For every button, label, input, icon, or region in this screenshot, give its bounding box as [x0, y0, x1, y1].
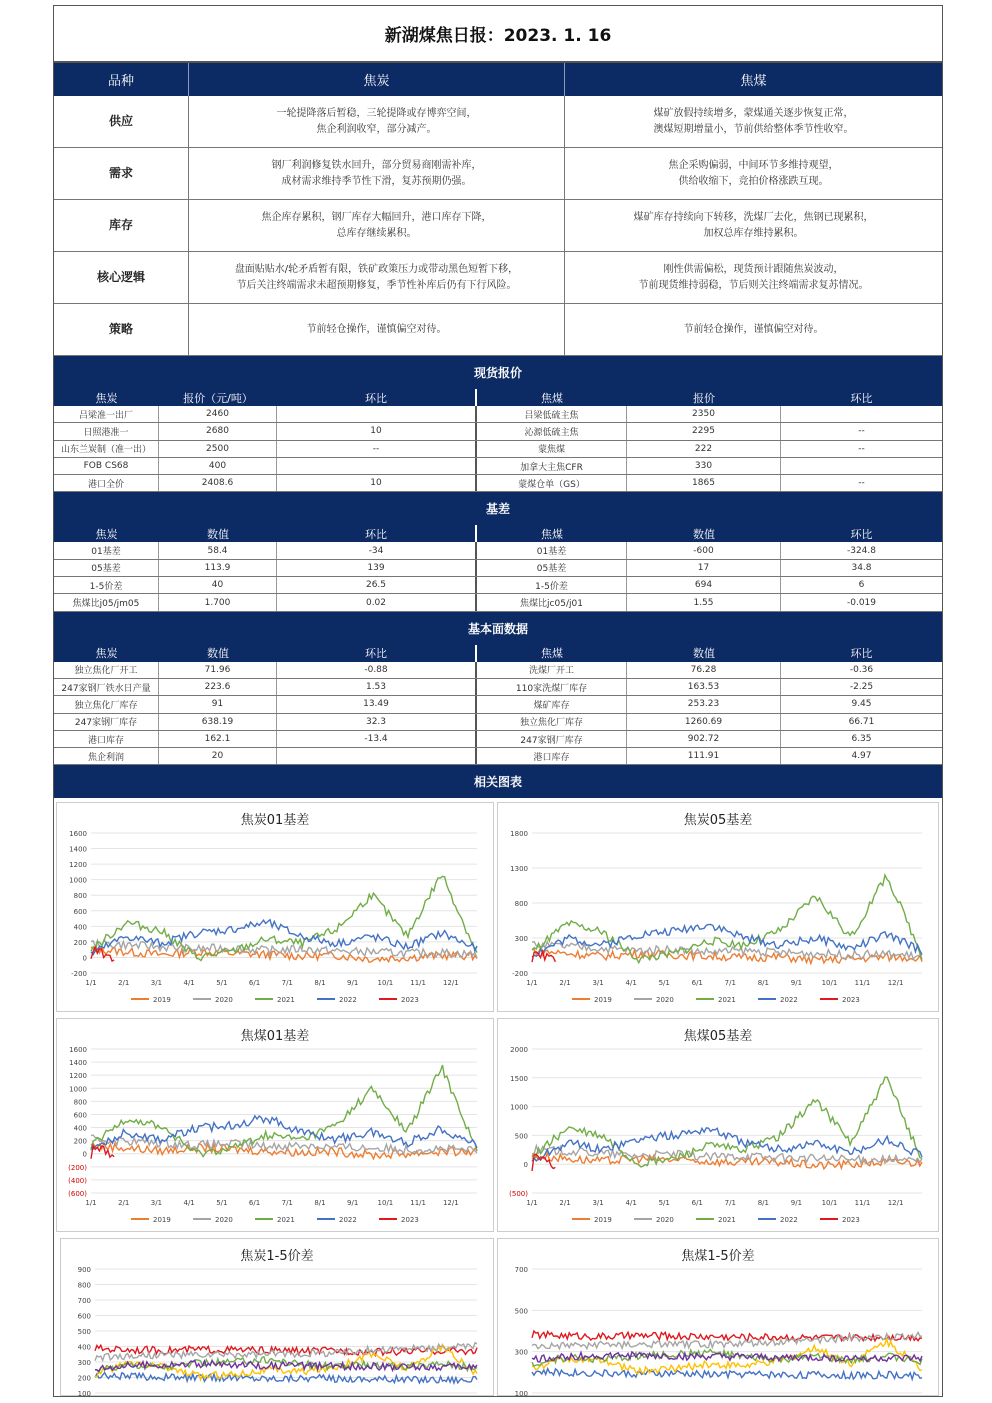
x-tick-label: 6/1: [691, 1199, 703, 1208]
table-cell: 26.5: [277, 577, 477, 593]
charts-area: [54, 798, 942, 1396]
y-tick-label: -200: [512, 970, 528, 979]
legend-label: 2020: [215, 996, 233, 1005]
table-cell: 05基差: [477, 560, 627, 576]
legend-label: 2022: [339, 996, 357, 1005]
table-cell: --: [858, 478, 865, 489]
table-cell: 加拿大主焦CFR: [477, 458, 627, 474]
table-cell: 2408.6: [159, 475, 277, 491]
x-tick-label: 8/1: [757, 1199, 769, 1208]
table-row: [54, 458, 942, 475]
table-row: [54, 748, 942, 765]
table-row: [54, 423, 942, 440]
y-tick-label: 800: [73, 892, 87, 901]
legend-label: 2023: [842, 1216, 860, 1225]
x-tick-label: 12/1: [887, 1199, 904, 1208]
x-tick-label: 5/1: [216, 1199, 228, 1208]
column-header: 环比: [850, 527, 873, 541]
table-cell: [277, 406, 477, 422]
legend-label: 2021: [718, 996, 736, 1005]
x-tick-label: 7/1: [724, 1199, 736, 1208]
table-cell: 2500: [159, 441, 277, 457]
basis-table: [54, 525, 942, 611]
table-cell: 独立焦化厂库存: [477, 714, 627, 730]
coke-text: 盘面贴贴水/轮矛盾暂有限，铁矿政策压力或带动黑色短暂下移， 节后关注终端需求未超预期修复，季节性补库后仍有下行风险。: [189, 252, 565, 303]
y-tick-label: 2000: [510, 1046, 528, 1055]
x-tick-label: 3/1: [150, 979, 163, 988]
table-cell: 2295: [627, 423, 781, 439]
y-tick-label: 0: [82, 1151, 87, 1160]
y-tick-label: 1200: [69, 1072, 87, 1081]
table-cell: 110家洗煤厂库存: [477, 679, 627, 695]
y-tick-label: 700: [77, 1297, 91, 1306]
x-tick-label: 6/1: [248, 1199, 261, 1208]
table-row: [54, 441, 942, 458]
summary-row: [54, 200, 942, 252]
table-row: [54, 475, 942, 492]
y-tick-label: 300: [514, 1349, 528, 1358]
chart-title: 焦煤1-5价差: [681, 1249, 755, 1265]
y-tick-label: 1300: [510, 865, 528, 874]
row-label: 供应: [54, 96, 189, 147]
table-cell: 163.53: [627, 679, 781, 695]
y-tick-label: 300: [514, 935, 528, 944]
y-tick-label: (200): [68, 1164, 87, 1173]
x-tick-label: 4/1: [625, 979, 637, 988]
x-tick-label: 2/1: [559, 979, 571, 988]
table-cell: --: [858, 426, 865, 437]
y-tick-label: 500: [77, 1328, 91, 1337]
x-tick-label: 2/1: [118, 1199, 130, 1208]
table-cell: 71.96: [159, 662, 277, 678]
summary-table: [54, 96, 942, 356]
table-row: [54, 696, 942, 713]
table-cell: 2680: [159, 423, 277, 439]
coal-text: 节前轻仓操作，谨慎偏空对待。: [683, 323, 824, 335]
table-cell: [277, 748, 477, 764]
fundamental-table: [54, 645, 942, 766]
column-header: 环比: [277, 645, 477, 662]
table-cell: 01基差: [477, 542, 627, 558]
table-cell: 1.53: [277, 679, 477, 695]
series-line: [95, 1343, 477, 1361]
table-cell: 1.55: [627, 594, 781, 610]
x-tick-label: 1/1: [526, 1199, 538, 1208]
table-cell: -0.88: [277, 662, 477, 678]
y-tick-label: 900: [77, 1266, 91, 1275]
table-cell: 焦企利润: [54, 748, 159, 764]
chart-svg: [498, 1019, 940, 1233]
section-charts: 相关图表: [54, 765, 942, 798]
column-header: 数值: [207, 527, 229, 541]
table-cell: --: [277, 441, 477, 457]
table-cell: -600: [627, 542, 781, 558]
y-tick-label: 800: [514, 900, 528, 909]
table-cell: 330: [627, 458, 781, 474]
y-tick-label: 600: [73, 908, 87, 917]
table-cell: 山东兰炭制（准一出）: [54, 441, 159, 457]
table-cell: -34: [277, 542, 477, 558]
y-tick-label: (500): [509, 1190, 528, 1199]
table-cell: 113.9: [159, 560, 277, 576]
table-cell: 港口库存: [477, 748, 627, 764]
table-cell: 902.72: [627, 731, 781, 747]
table-cell: 76.28: [627, 662, 781, 678]
x-tick-label: 9/1: [790, 1199, 803, 1208]
x-tick-label: 4/1: [625, 1199, 637, 1208]
table-cell: 638.19: [159, 714, 277, 730]
report: [53, 5, 943, 1397]
spot-table: [54, 389, 942, 492]
row-label: 核心逻辑: [54, 252, 189, 303]
y-tick-label: 300: [77, 1359, 91, 1368]
table-cell: 港口库存: [54, 731, 159, 747]
chart-title: 焦炭1-5价差: [240, 1249, 314, 1265]
chart-5: [60, 1238, 494, 1396]
table-cell: 40: [159, 577, 277, 593]
table-head: [54, 645, 942, 662]
table-cell: 01基差: [54, 542, 159, 558]
table-cell: 吕梁准一出厂: [54, 406, 159, 422]
legend-label: 2022: [780, 1216, 798, 1225]
y-tick-label: 200: [73, 939, 87, 948]
summary-row: [54, 252, 942, 304]
y-tick-label: 800: [77, 1281, 91, 1290]
legend-label: 2019: [594, 1216, 612, 1225]
row-label: 库存: [54, 200, 189, 251]
chart-title: 焦煤01基差: [240, 1029, 310, 1045]
table-cell: 1865: [627, 475, 781, 491]
table-cell: -2.25: [849, 682, 874, 693]
x-tick-label: 10/1: [377, 979, 394, 988]
legend-label: 2023: [842, 996, 860, 1005]
table-cell: 34.8: [851, 562, 872, 573]
table-row: [54, 662, 942, 679]
x-tick-label: 2/1: [118, 979, 130, 988]
column-header: 环比: [850, 647, 873, 661]
x-tick-label: 3/1: [150, 1199, 163, 1208]
x-tick-label: 2/1: [559, 1199, 571, 1208]
header-coal: 焦煤: [740, 74, 767, 89]
y-tick-label: 1600: [69, 1046, 87, 1055]
chart-svg: [498, 803, 940, 1013]
table-cell: [277, 458, 477, 474]
table-cell: 日照港准一: [54, 423, 159, 439]
table-cell: 17: [627, 560, 781, 576]
table-cell: [781, 458, 942, 474]
table-cell: 10: [277, 475, 477, 491]
coke-text: 焦企库存累积，钢厂库存大幅回升，港口库存下降， 总库存继续累积。: [189, 200, 565, 251]
table-cell: 247家钢厂库存: [477, 731, 627, 747]
column-header: 数值: [693, 527, 715, 541]
table-cell: 焦煤比jc05/j01: [477, 594, 627, 610]
table-cell: 10: [277, 423, 477, 439]
y-tick-label: (600): [68, 1190, 87, 1199]
table-cell: 139: [277, 560, 477, 576]
table-row: [54, 542, 942, 559]
y-tick-label: 400: [73, 1124, 87, 1133]
legend-label: 2021: [718, 1216, 736, 1225]
row-label: 策略: [54, 304, 189, 355]
chart-2: [497, 802, 939, 1012]
y-tick-label: 1500: [510, 1075, 528, 1084]
legend-label: 2021: [277, 996, 295, 1005]
table-cell: FOB CS68: [54, 458, 159, 474]
y-tick-label: 700: [514, 1266, 528, 1275]
series-line: [532, 925, 922, 958]
x-tick-label: 8/1: [314, 979, 326, 988]
x-tick-label: 1/1: [85, 979, 97, 988]
legend-label: 2022: [780, 996, 798, 1005]
table-row: [54, 560, 942, 577]
table-cell: 253.23: [627, 696, 781, 712]
coal-text: 煤矿放假持续增多，蒙煤通关逐步恢复正常， 澳煤短期增量小，节前供给整体季节性收窄。: [653, 108, 854, 135]
x-tick-label: 11/1: [854, 1199, 871, 1208]
table-cell: 162.1: [159, 731, 277, 747]
coke-text: 一轮提降落后暂稳，三轮提降或存博弈空间， 焦企利润收窄，部分减产。: [189, 96, 565, 147]
x-tick-label: 8/1: [314, 1199, 326, 1208]
x-tick-label: 1/1: [526, 979, 538, 988]
table-cell: 2350: [627, 406, 781, 422]
column-header: 报价（元/吨）: [183, 391, 253, 405]
x-tick-label: 7/1: [281, 1199, 293, 1208]
table-cell: 91: [159, 696, 277, 712]
column-header: 焦煤: [541, 527, 563, 541]
legend-label: 2020: [215, 1216, 233, 1225]
table-cell: 400: [159, 458, 277, 474]
x-tick-label: 12/1: [887, 979, 904, 988]
column-header: 焦煤: [541, 391, 563, 405]
chart-svg: [57, 1019, 495, 1233]
x-tick-label: 7/1: [724, 979, 736, 988]
row-label: 需求: [54, 148, 189, 199]
y-tick-label: 0: [82, 954, 87, 963]
table-cell: 洗煤厂开工: [477, 662, 627, 678]
y-tick-label: 800: [73, 1098, 87, 1107]
summary-header: [54, 63, 942, 96]
table-row: [54, 731, 942, 748]
coke-text: 钢厂利润修复铁水回升，部分贸易商刚需补库， 成材需求维持季节性下滑，复苏预期仍强。: [189, 148, 565, 199]
y-tick-label: 500: [514, 1307, 528, 1316]
y-tick-label: 1000: [69, 877, 87, 886]
y-tick-label: 1800: [510, 830, 528, 839]
x-tick-label: 10/1: [821, 979, 838, 988]
y-tick-label: 1000: [510, 1104, 528, 1113]
table-cell: 独立焦化厂库存: [54, 696, 159, 712]
y-tick-label: 100: [77, 1390, 91, 1398]
y-tick-label: 600: [77, 1312, 91, 1321]
table-cell: 247家钢厂铁水日产量: [54, 679, 159, 695]
column-header: 数值: [207, 647, 229, 661]
table-cell: 蒙焦煤: [477, 441, 627, 457]
legend-label: 2020: [656, 996, 674, 1005]
legend-label: 2023: [401, 996, 419, 1005]
header-coke: 焦炭: [189, 63, 565, 96]
table-head: [54, 525, 942, 542]
y-tick-label: 1000: [69, 1085, 87, 1094]
chart-4: [497, 1018, 939, 1232]
table-cell: 58.4: [159, 542, 277, 558]
table-cell: 沁源低硫主焦: [477, 423, 627, 439]
section-fundamental: 基本面数据: [54, 612, 942, 645]
x-tick-label: 11/1: [410, 1199, 426, 1208]
table-row: [54, 406, 942, 423]
section-basis: 基差: [54, 492, 942, 525]
y-tick-label: 500: [514, 1132, 528, 1141]
table-cell: 1260.69: [627, 714, 781, 730]
table-cell: 05基差: [54, 560, 159, 576]
summary-row: [54, 148, 942, 200]
series-line: [532, 1078, 922, 1168]
x-tick-label: 10/1: [377, 1199, 394, 1208]
legend-label: 2019: [153, 1216, 171, 1225]
coal-text: 焦企采购偏弱，中间环节多维持观望， 供给收缩下，竞拍价格涨跌互现。: [668, 160, 839, 187]
x-tick-label: 12/1: [442, 979, 459, 988]
table-cell: 6: [858, 580, 865, 591]
table-cell: 6.35: [851, 734, 872, 744]
table-head: [54, 389, 942, 406]
x-tick-label: 4/1: [183, 1199, 195, 1208]
table-cell: 247家钢厂库存: [54, 714, 159, 730]
table-cell: --: [858, 443, 865, 454]
summary-row: [54, 96, 942, 148]
y-tick-label: 1400: [69, 846, 87, 855]
x-tick-label: 12/1: [442, 1199, 459, 1208]
table-cell: 20: [159, 748, 277, 764]
table-cell: 32.3: [277, 714, 477, 730]
table-cell: 焦煤比j05/jm05: [54, 594, 159, 610]
legend-label: 2023: [401, 1216, 419, 1225]
chart-title: 焦煤05基差: [683, 1029, 753, 1045]
series-line: [532, 1331, 922, 1341]
x-tick-label: 6/1: [691, 979, 703, 988]
coke-text: 节前轻仓操作，谨慎偏空对待。: [189, 304, 565, 355]
y-tick-label: 1600: [69, 830, 87, 839]
chart-title: 焦炭01基差: [240, 813, 310, 829]
x-tick-label: 10/1: [821, 1199, 838, 1208]
table-cell: 1.700: [159, 594, 277, 610]
table-cell: [781, 406, 942, 422]
chart-1: [56, 802, 494, 1012]
table-cell: 223.6: [159, 679, 277, 695]
x-tick-label: 7/1: [281, 979, 293, 988]
coal-text: 煤矿库存持续向下转移，洗煤厂去化，焦钢已现累积， 加权总库存维持累积。: [633, 212, 874, 239]
table-cell: 9.45: [851, 699, 872, 710]
table-cell: 4.97: [851, 751, 872, 762]
y-tick-label: 100: [514, 1390, 528, 1398]
x-tick-label: 4/1: [183, 979, 195, 988]
column-header: 环比: [277, 389, 477, 406]
x-tick-label: 5/1: [658, 979, 670, 988]
chart-svg: [61, 1239, 495, 1397]
table-cell: -324.8: [846, 545, 876, 556]
x-tick-label: 5/1: [658, 1199, 670, 1208]
x-tick-label: 8/1: [757, 979, 769, 988]
y-tick-label: 600: [73, 1111, 87, 1120]
table-cell: 0.02: [277, 594, 477, 610]
table-cell: 694: [627, 577, 781, 593]
series-line: [532, 1369, 922, 1380]
legend-label: 2021: [277, 1216, 295, 1225]
x-tick-label: 3/1: [592, 979, 604, 988]
page-title: 新湖煤焦日报：2023. 1. 16: [54, 6, 942, 63]
x-tick-label: 9/1: [347, 1199, 359, 1208]
x-tick-label: 6/1: [248, 979, 261, 988]
table-cell: 独立焦化厂开工: [54, 662, 159, 678]
column-header: 焦煤: [541, 647, 563, 661]
x-tick-label: 9/1: [790, 979, 803, 988]
series-line: [91, 877, 477, 961]
y-tick-label: (400): [68, 1177, 87, 1186]
table-cell: 13.49: [277, 696, 477, 712]
chart-svg: [57, 803, 495, 1013]
x-tick-label: 5/1: [216, 979, 228, 988]
summary-row: [54, 304, 942, 356]
column-header: 数值: [693, 647, 715, 661]
coal-text: 刚性供需偏松，现货预计跟随焦炭波动， 节前现货维持弱稳，节后则关注终端需求复苏情况。: [638, 264, 869, 291]
header-variety: 品种: [54, 63, 189, 96]
column-header: 焦炭: [95, 527, 118, 541]
table-cell: 222: [627, 441, 781, 457]
y-tick-label: 200: [77, 1374, 91, 1383]
table-cell: -0.019: [846, 597, 876, 608]
table-cell: 111.91: [627, 748, 781, 764]
y-tick-label: 1200: [69, 861, 87, 870]
y-tick-label: -200: [71, 970, 87, 979]
table-cell: -0.36: [849, 664, 874, 675]
table-cell: 2460: [159, 406, 277, 422]
y-tick-label: 1400: [69, 1059, 87, 1068]
table-row: [54, 594, 942, 611]
table-cell: 吕梁低硫主焦: [477, 406, 627, 422]
x-tick-label: 11/1: [854, 979, 871, 988]
legend-label: 2019: [153, 996, 171, 1005]
legend-label: 2022: [339, 1216, 357, 1225]
column-header: 环比: [850, 391, 873, 405]
table-cell: 港口全价: [54, 475, 159, 491]
y-tick-label: 0: [523, 1161, 528, 1170]
x-tick-label: 9/1: [347, 979, 359, 988]
table-cell: 煤矿库存: [477, 696, 627, 712]
chart-svg: [498, 1239, 940, 1397]
table-row: [54, 714, 942, 731]
table-cell: 1-5价差: [54, 577, 159, 593]
column-header: 焦炭: [95, 391, 118, 405]
section-spot: 现货报价: [54, 356, 942, 389]
chart-3: [56, 1018, 494, 1232]
table-cell: 66.71: [848, 716, 875, 727]
table-row: [54, 679, 942, 696]
table-row: [54, 577, 942, 594]
legend-label: 2019: [594, 996, 612, 1005]
chart-6: [497, 1238, 939, 1396]
y-tick-label: 200: [73, 1138, 87, 1147]
column-header: 环比: [277, 525, 477, 542]
x-tick-label: 11/1: [410, 979, 426, 988]
y-tick-label: 400: [73, 923, 87, 932]
legend-label: 2020: [656, 1216, 674, 1225]
column-header: 报价: [693, 391, 715, 405]
x-tick-label: 3/1: [592, 1199, 604, 1208]
column-header: 焦炭: [95, 647, 118, 661]
chart-title: 焦炭05基差: [683, 813, 753, 829]
table-cell: 蒙煤仓单（GS）: [477, 475, 627, 491]
y-tick-label: 400: [77, 1343, 91, 1352]
table-cell: 1-5价差: [477, 577, 627, 593]
table-cell: -13.4: [277, 731, 477, 747]
x-tick-label: 1/1: [85, 1199, 97, 1208]
